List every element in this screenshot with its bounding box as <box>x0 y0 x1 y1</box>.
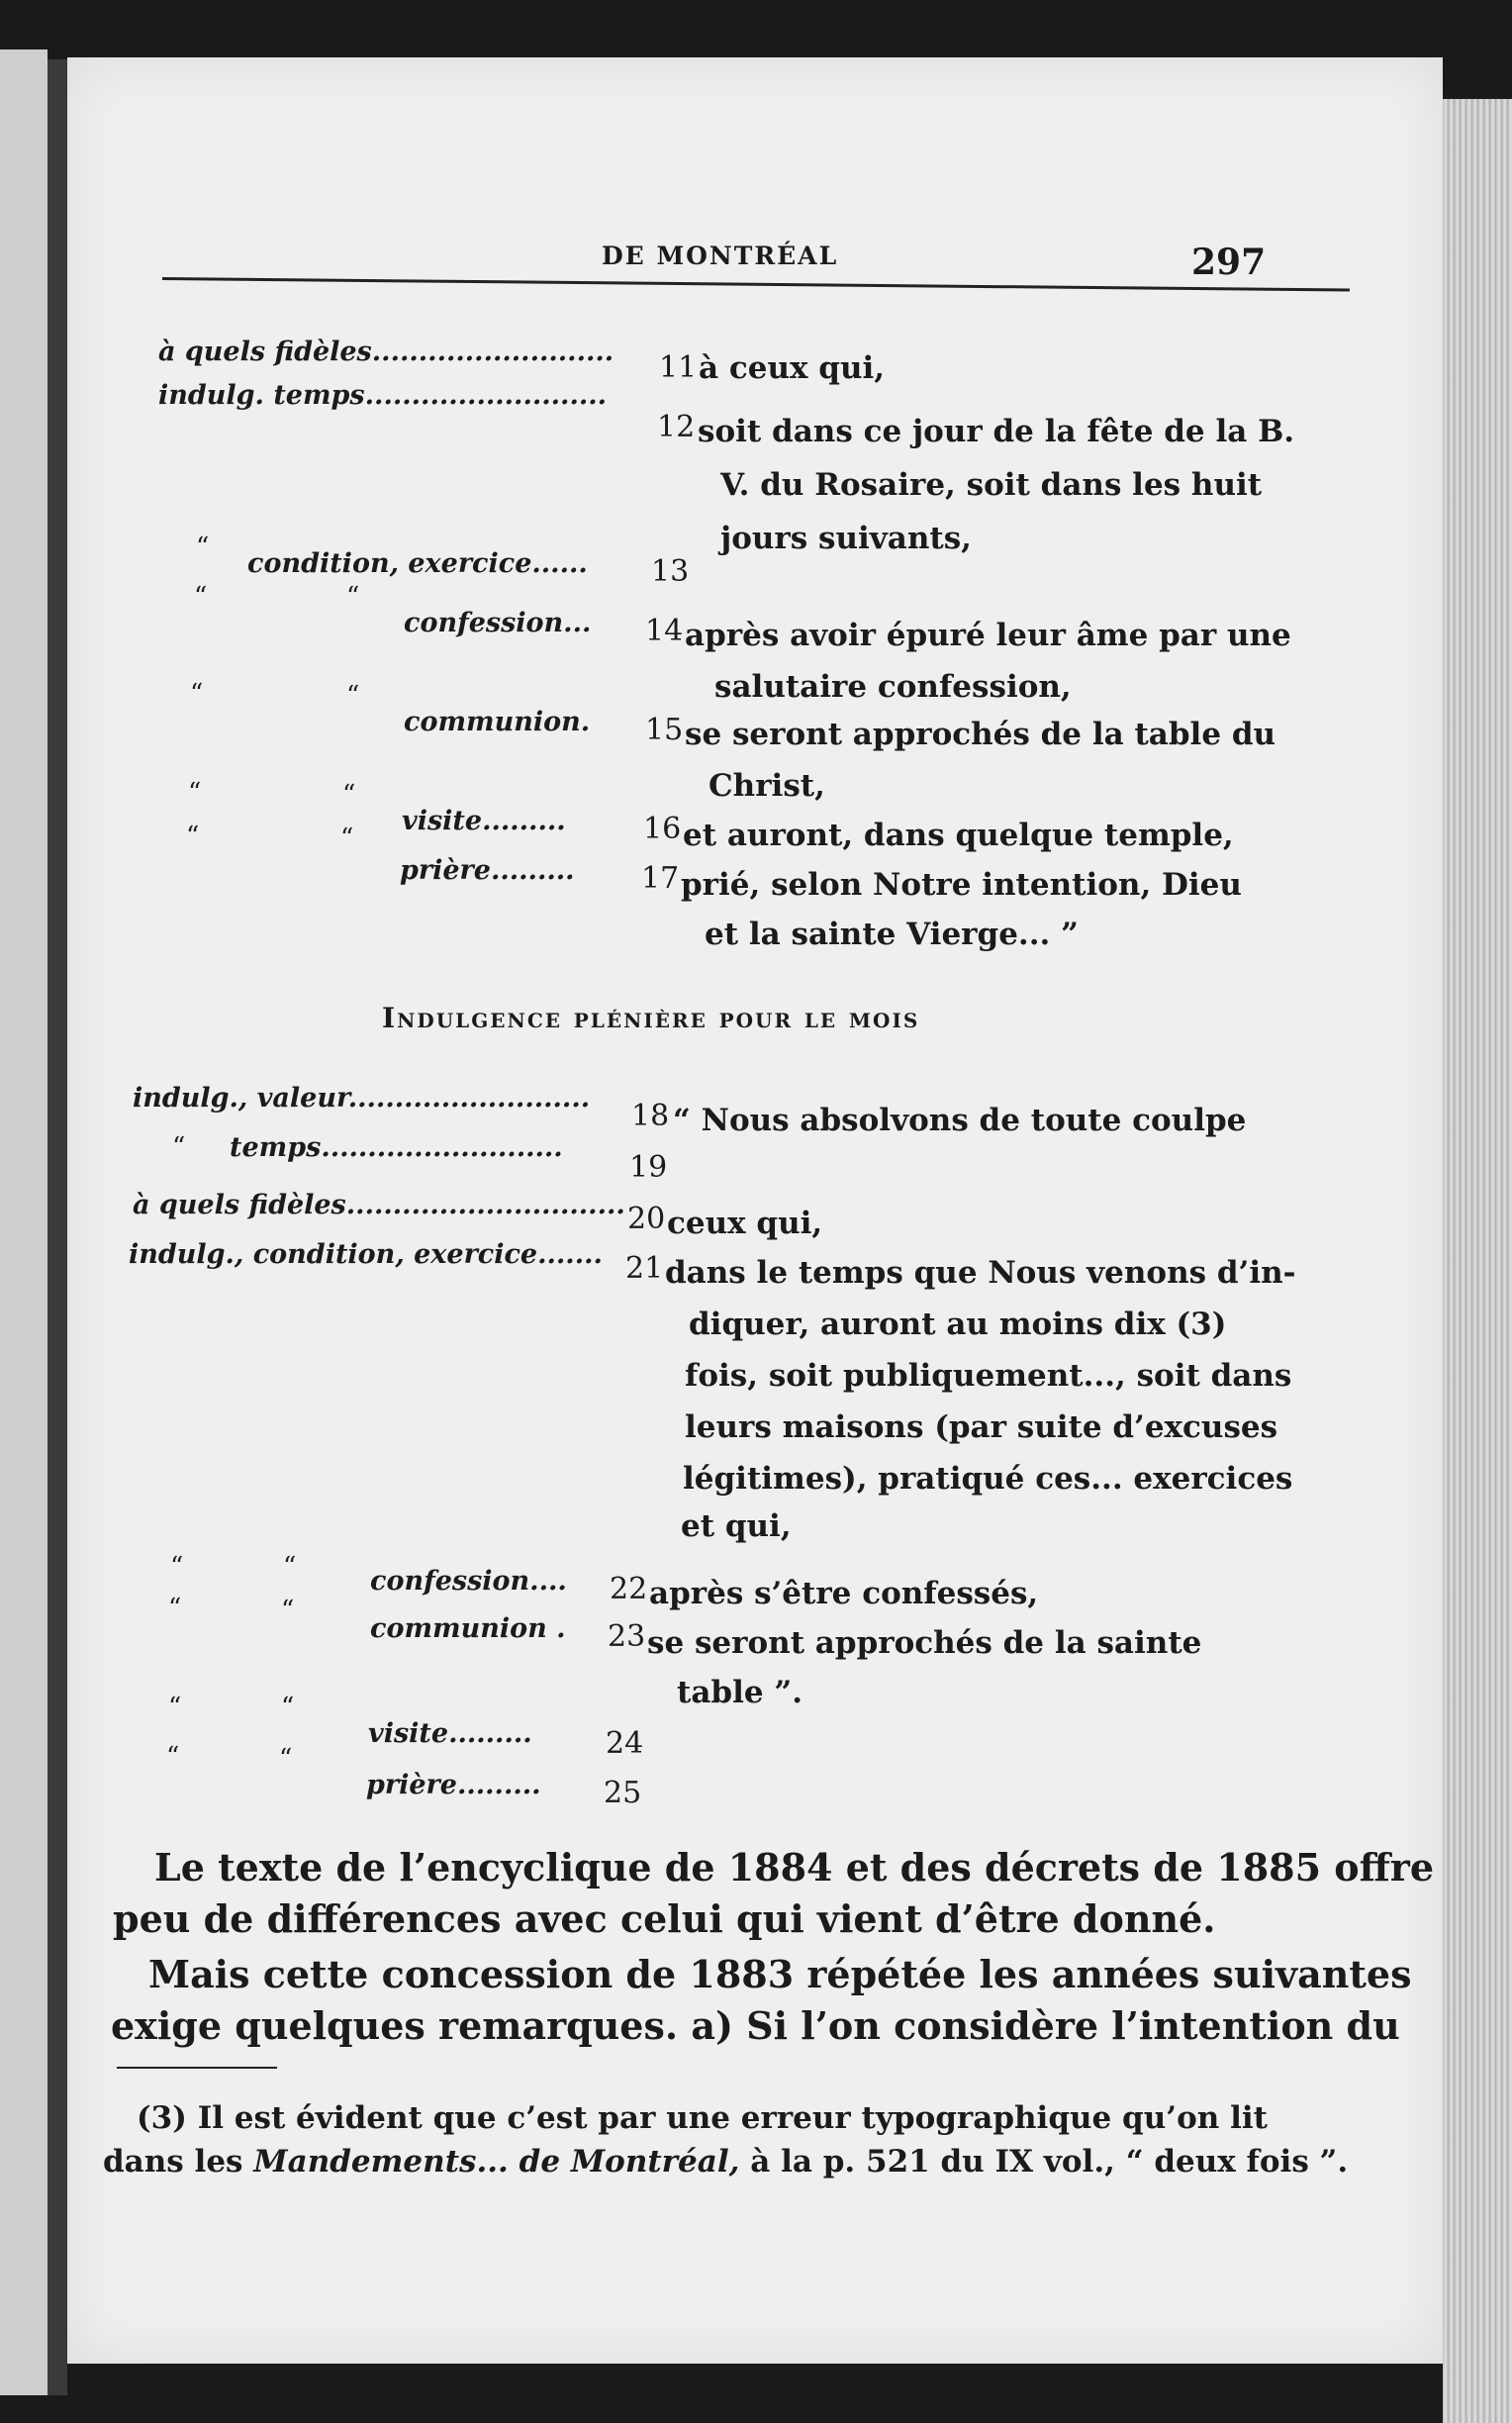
ditto-mark: “ <box>346 681 360 711</box>
ditto-mark: “ <box>168 1693 182 1722</box>
ditto-mark: “ <box>281 1693 295 1722</box>
entry-number: 21 <box>625 1251 664 1286</box>
entry-label: prière......... <box>400 855 575 886</box>
ditto-mark: “ <box>172 1132 186 1162</box>
ditto-mark: “ <box>194 582 208 612</box>
entry-text-cont: salutaire confession, <box>714 669 1072 705</box>
entry-text: après avoir épuré leur âme par une <box>685 618 1291 653</box>
book-left-edge <box>0 49 47 2395</box>
ditto-mark: “ <box>188 778 202 808</box>
ditto-mark: “ <box>346 582 360 612</box>
entry-text: “ Nous absolvons de toute coulpe <box>673 1103 1247 1138</box>
entry-text-cont: légitimes), pratiqué ces... exercices <box>683 1461 1293 1497</box>
entry-text: se seront approchés de la table du <box>685 717 1276 752</box>
entry-number: 18 <box>631 1099 670 1133</box>
page-number: 297 <box>1191 242 1267 283</box>
entry-label: visite......... <box>402 806 566 836</box>
entry-label: indulg., condition, exercice....... <box>129 1239 603 1270</box>
entry-number: 17 <box>641 861 680 896</box>
paragraph-line: Le texte de l’encyclique de 1884 et des décrets de 1885 offre <box>154 1845 1435 1890</box>
entry-label: à quels fidèles.............................. <box>133 1190 625 1220</box>
entry-label: indulg., valeur.......................... <box>133 1083 591 1114</box>
ditto-mark: “ <box>190 679 204 709</box>
entry-text: après s’être confessés, <box>649 1576 1039 1611</box>
entry-label: prière......... <box>366 1770 541 1800</box>
entry-label: indulg. temps.......................... <box>158 380 608 411</box>
ditto-mark: “ <box>170 1552 184 1582</box>
entry-number: 12 <box>657 410 696 444</box>
entry-label: communion. <box>404 707 591 737</box>
header-rule <box>162 277 1350 292</box>
entry-text: se seront approchés de la sainte <box>647 1625 1202 1661</box>
footnote-line: dans les Mandements... de Montréal, à la p. 521 du IX vol., “ deux fois ”. <box>103 2144 1349 2180</box>
footnote-line: (3) Il est évident que c’est par une erreur typographique qu’on lit <box>137 2100 1268 2136</box>
section-heading: Indulgence plénière pour le mois <box>382 1002 920 1034</box>
entry-label: communion . <box>370 1613 566 1644</box>
book-page <box>67 57 1443 2364</box>
entry-number: 16 <box>643 812 682 846</box>
footnote-rule <box>117 2067 277 2069</box>
entry-text: ceux qui, <box>667 1206 823 1241</box>
entry-text-cont: leurs maisons (par suite d’excuses <box>685 1409 1278 1445</box>
entry-number: 25 <box>604 1776 642 1810</box>
entry-text-cont: jours suivants, <box>720 521 972 556</box>
paragraph-line: exige quelques remarques. a) Si l’on considère l’intention du <box>111 2003 1400 2048</box>
entry-number: 19 <box>629 1150 668 1185</box>
entry-label: visite......... <box>368 1718 532 1749</box>
entry-text: à ceux qui, <box>699 350 886 386</box>
entry-text-cont: diquer, auront au moins dix (3) <box>689 1307 1227 1342</box>
entry-text: prié, selon Notre intention, Dieu <box>681 867 1242 903</box>
ditto-mark: “ <box>340 824 354 853</box>
entry-number: 22 <box>610 1572 648 1606</box>
running-title: DE MONTRÉAL <box>602 242 839 270</box>
entry-text-cont: table ”. <box>677 1675 803 1710</box>
paragraph-line: Mais cette concession de 1883 répétée les années suivantes <box>148 1952 1412 1996</box>
ditto-mark: “ <box>342 780 356 810</box>
entry-label: à quels fidèles.......................... <box>158 337 614 367</box>
paragraph-line: peu de différences avec celui qui vient d’être donné. <box>113 1896 1216 1941</box>
entry-number: 14 <box>645 614 684 648</box>
entry-label: temps.......................... <box>230 1132 563 1163</box>
ditto-mark: “ <box>279 1744 293 1774</box>
entry-number: 13 <box>651 554 690 589</box>
entry-text: dans le temps que Nous venons d’in- <box>665 1255 1296 1291</box>
entry-label: confession... <box>404 608 592 638</box>
entry-text-cont: et la sainte Vierge... ” <box>705 917 1079 952</box>
entry-number: 20 <box>627 1202 666 1236</box>
entry-number: 11 <box>659 350 698 385</box>
entry-text: soit dans ce jour de la fête de la B. <box>698 414 1295 449</box>
ditto-mark: “ <box>281 1596 295 1625</box>
entry-text-cont: et qui, <box>681 1508 792 1544</box>
entry-number: 24 <box>606 1726 644 1761</box>
entry-number: 23 <box>608 1619 646 1654</box>
entry-text-cont: Christ, <box>709 768 825 804</box>
entry-text-cont: V. du Rosaire, soit dans les huit <box>720 467 1263 503</box>
book-gutter <box>47 59 67 2395</box>
entry-text: et auront, dans quelque temple, <box>683 818 1234 853</box>
ditto-mark: “ <box>186 822 200 851</box>
entry-label: condition, exercice...... <box>247 548 588 579</box>
ditto-mark: “ <box>168 1594 182 1623</box>
page-stack-edge <box>1443 99 1512 2423</box>
entry-text-cont: fois, soit publiquement..., soit dans <box>685 1358 1292 1394</box>
entry-number: 15 <box>645 713 684 747</box>
ditto-mark: “ <box>196 533 210 562</box>
entry-label: confession.... <box>370 1566 567 1597</box>
ditto-mark: “ <box>283 1552 297 1582</box>
ditto-mark: “ <box>166 1742 180 1772</box>
